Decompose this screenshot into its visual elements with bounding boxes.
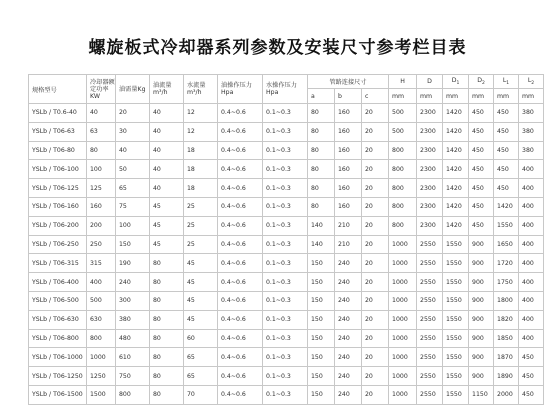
cell-oilflow: 80 [150,310,184,329]
cell-c: 20 [362,104,389,123]
cell-D: 2550 [417,367,443,386]
cell-waterp: 0.1~0.3 [263,179,308,198]
cell-b: 240 [335,273,362,292]
cell-b: 210 [335,235,362,254]
cell-oilflow: 80 [150,367,184,386]
cell-oilflow: 80 [150,273,184,292]
cell-waterflow: 18 [184,160,218,179]
cell-L2: 400 [519,216,544,235]
cell-model: YSLb / T0.6-40 [29,104,87,123]
cell-H: 1000 [389,348,417,367]
cell-c: 20 [362,179,389,198]
cell-a: 150 [308,329,335,348]
table-row [29,179,544,198]
cell-oil: 480 [116,329,150,348]
cell-b: 240 [335,367,362,386]
cell-D1: 1420 [443,197,469,216]
cell-oil: 100 [116,216,150,235]
cell-a: 80 [308,179,335,198]
cell-L1: 450 [494,141,519,160]
cell-L2: 380 [519,104,544,123]
table-body [29,104,544,405]
cell-power: 800 [87,329,116,348]
cell-waterp: 0.1~0.3 [263,367,308,386]
cell-a: 150 [308,254,335,273]
cell-waterflow: 70 [184,385,218,404]
cell-D2: 900 [469,329,494,348]
cell-D: 2550 [417,329,443,348]
table-row [29,310,544,329]
cell-oil: 65 [116,179,150,198]
header-model: 规格型号 [29,75,87,104]
cell-L1: 1550 [494,216,519,235]
cell-D: 2550 [417,291,443,310]
cell-oil: 800 [116,385,150,404]
cell-H: 800 [389,141,417,160]
cell-D1: 1420 [443,122,469,141]
cell-waterflow: 18 [184,141,218,160]
table-row [29,385,544,404]
table-row [29,141,544,160]
cell-H: 1000 [389,291,417,310]
cell-oilflow: 40 [150,160,184,179]
cell-D2: 1150 [469,385,494,404]
cell-c: 20 [362,329,389,348]
cell-model: YSLb / T06-160 [29,197,87,216]
cell-oil: 190 [116,254,150,273]
header-H: H [389,75,417,89]
cell-waterflow: 65 [184,348,218,367]
cell-oil: 610 [116,348,150,367]
cell-c: 20 [362,160,389,179]
cell-H: 1000 [389,235,417,254]
table-row [29,160,544,179]
cell-H: 1000 [389,273,417,292]
cell-waterp: 0.1~0.3 [263,160,308,179]
cell-oil: 20 [116,104,150,123]
cell-c: 20 [362,141,389,160]
cell-H: 800 [389,216,417,235]
cell-b: 160 [335,122,362,141]
cell-b: 160 [335,141,362,160]
cell-model: YSLb / T06-100 [29,160,87,179]
cell-a: 80 [308,197,335,216]
cell-D1: 1550 [443,235,469,254]
cell-L2: 380 [519,141,544,160]
cell-waterp: 0.1~0.3 [263,273,308,292]
cell-c: 20 [362,348,389,367]
cell-D2: 900 [469,273,494,292]
cell-power: 1500 [87,385,116,404]
cell-a: 150 [308,310,335,329]
cell-waterflow: 18 [184,179,218,198]
cell-waterflow: 25 [184,235,218,254]
cell-waterflow: 45 [184,310,218,329]
cell-waterp: 0.1~0.3 [263,348,308,367]
cell-D1: 1550 [443,385,469,404]
cell-L2: 400 [519,235,544,254]
header-oil-flow: 油流量m³/h [150,75,184,104]
cell-D1: 1550 [443,310,469,329]
cell-waterflow: 60 [184,329,218,348]
header-water-pressure: 水操作压力Hpa [263,75,308,104]
cell-L1: 1650 [494,235,519,254]
cell-a: 150 [308,273,335,292]
cell-waterflow: 65 [184,367,218,386]
table-row [29,291,544,310]
cell-D2: 450 [469,122,494,141]
cell-c: 20 [362,197,389,216]
cell-D: 2300 [417,216,443,235]
cell-c: 20 [362,254,389,273]
cell-waterp: 0.1~0.3 [263,235,308,254]
cell-D2: 450 [469,216,494,235]
unit-mm: mm [417,89,443,104]
table-row [29,122,544,141]
cell-D1: 1550 [443,291,469,310]
unit-mm: mm [389,89,417,104]
cell-oilflow: 40 [150,179,184,198]
cell-oilp: 0.4~0.6 [218,235,263,254]
cell-model: YSLb / T06-63 [29,122,87,141]
unit-mm: mm [469,89,494,104]
cell-D: 2550 [417,273,443,292]
table-row [29,254,544,273]
cell-c: 20 [362,291,389,310]
cell-oilp: 0.4~0.6 [218,141,263,160]
cell-oil: 50 [116,160,150,179]
cell-model: YSLb / T06-400 [29,273,87,292]
cell-L2: 450 [519,385,544,404]
cell-b: 240 [335,329,362,348]
table-row [29,104,544,123]
cell-a: 140 [308,216,335,235]
cell-waterflow: 25 [184,197,218,216]
cell-oilp: 0.4~0.6 [218,310,263,329]
cell-D2: 450 [469,197,494,216]
cell-power: 40 [87,104,116,123]
cell-b: 160 [335,160,362,179]
cell-L1: 1750 [494,273,519,292]
table-row [29,235,544,254]
cell-waterflow: 12 [184,122,218,141]
cell-D2: 450 [469,160,494,179]
cell-oilflow: 45 [150,235,184,254]
cell-oilp: 0.4~0.6 [218,273,263,292]
cell-D1: 1550 [443,273,469,292]
cell-a: 150 [308,385,335,404]
cell-waterflow: 45 [184,273,218,292]
cell-model: YSLb / T06-125 [29,179,87,198]
cell-c: 20 [362,310,389,329]
header-L2: $L_2$ [519,75,544,89]
cell-L2: 400 [519,179,544,198]
cell-oilflow: 80 [150,254,184,273]
cell-oilflow: 80 [150,348,184,367]
cell-waterp: 0.1~0.3 [263,310,308,329]
cell-c: 20 [362,216,389,235]
cell-H: 800 [389,179,417,198]
cell-D: 2300 [417,141,443,160]
cell-oil: 75 [116,197,150,216]
cell-oilflow: 45 [150,197,184,216]
cell-waterp: 0.1~0.3 [263,122,308,141]
cell-waterflow: 12 [184,104,218,123]
cell-D: 2550 [417,254,443,273]
cell-oil: 750 [116,367,150,386]
cell-H: 1000 [389,254,417,273]
cell-D1: 1420 [443,179,469,198]
cell-D2: 900 [469,254,494,273]
cell-b: 160 [335,197,362,216]
cell-H: 1000 [389,329,417,348]
cell-a: 80 [308,160,335,179]
header-D2: $D_2$ [469,75,494,89]
spec-table [28,74,544,405]
cell-L1: 450 [494,160,519,179]
cell-D2: 450 [469,141,494,160]
table-row [29,197,544,216]
cell-power: 400 [87,273,116,292]
cell-model: YSLb / T06-500 [29,291,87,310]
cell-power: 315 [87,254,116,273]
cell-oil: 40 [116,141,150,160]
cell-oilflow: 40 [150,104,184,123]
cell-D: 2550 [417,310,443,329]
cell-a: 80 [308,141,335,160]
cell-D1: 1550 [443,348,469,367]
cell-b: 240 [335,310,362,329]
cell-oilp: 0.4~0.6 [218,160,263,179]
cell-power: 200 [87,216,116,235]
cell-oilp: 0.4~0.6 [218,197,263,216]
cell-waterflow: 45 [184,291,218,310]
cell-L1: 1850 [494,329,519,348]
cell-oil: 150 [116,235,150,254]
cell-L2: 400 [519,291,544,310]
cell-waterp: 0.1~0.3 [263,141,308,160]
cell-oilp: 0.4~0.6 [218,216,263,235]
table-row [29,273,544,292]
cell-waterp: 0.1~0.3 [263,291,308,310]
cell-L2: 450 [519,367,544,386]
table-row [29,329,544,348]
header-water-flow: 水流量m³/h [184,75,218,104]
cell-oilp: 0.4~0.6 [218,122,263,141]
cell-b: 240 [335,348,362,367]
cell-oil: 240 [116,273,150,292]
cell-D2: 450 [469,104,494,123]
cell-power: 250 [87,235,116,254]
cell-b: 210 [335,216,362,235]
cell-L1: 2000 [494,385,519,404]
cell-D1: 1550 [443,329,469,348]
cell-b: 160 [335,104,362,123]
cell-a: 80 [308,122,335,141]
cell-power: 100 [87,160,116,179]
cell-D: 2300 [417,104,443,123]
cell-power: 500 [87,291,116,310]
table-row [29,216,544,235]
cell-model: YSLb / T06-630 [29,310,87,329]
cell-oil: 380 [116,310,150,329]
cell-H: 1000 [389,310,417,329]
cell-H: 800 [389,160,417,179]
page-title: 螺旋板式冷却器系列参数及安装尺寸参考栏目表 [88,38,467,58]
cell-c: 20 [362,122,389,141]
table-row [29,348,544,367]
cell-D2: 900 [469,310,494,329]
cell-waterp: 0.1~0.3 [263,385,308,404]
cell-a: 150 [308,367,335,386]
cell-oilp: 0.4~0.6 [218,104,263,123]
cell-model: YSLb / T06-1000 [29,348,87,367]
cell-model: YSLb / T06-250 [29,235,87,254]
cell-model: YSLb / T06-800 [29,329,87,348]
header-D1: $D_1$ [443,75,469,89]
cell-D: 2300 [417,179,443,198]
cell-H: 500 [389,122,417,141]
cell-D: 2550 [417,235,443,254]
cell-a: 80 [308,104,335,123]
cell-a: 150 [308,291,335,310]
cell-waterp: 0.1~0.3 [263,216,308,235]
cell-waterp: 0.1~0.3 [263,329,308,348]
cell-H: 1000 [389,385,417,404]
cell-waterp: 0.1~0.3 [263,254,308,273]
unit-mm: mm [443,89,469,104]
cell-oilp: 0.4~0.6 [218,291,263,310]
cell-D2: 900 [469,291,494,310]
cell-oilflow: 40 [150,141,184,160]
cell-c: 20 [362,367,389,386]
cell-b: 160 [335,179,362,198]
cell-model: YSLb / T06-80 [29,141,87,160]
header-D: D [417,75,443,89]
cell-model: YSLb / T06-200 [29,216,87,235]
cell-H: 800 [389,197,417,216]
cell-model: YSLb / T06-315 [29,254,87,273]
cell-b: 240 [335,385,362,404]
cell-oilflow: 80 [150,385,184,404]
cell-D2: 900 [469,367,494,386]
cell-L2: 380 [519,122,544,141]
cell-a: 150 [308,348,335,367]
cell-oil: 30 [116,122,150,141]
cell-D1: 1550 [443,254,469,273]
cell-H: 500 [389,104,417,123]
cell-c: 20 [362,273,389,292]
header-oil-amount: 油需量Kg [116,75,150,104]
cell-oilp: 0.4~0.6 [218,367,263,386]
cell-D: 2300 [417,197,443,216]
cell-oilflow: 45 [150,216,184,235]
cell-power: 1250 [87,367,116,386]
cell-L1: 1870 [494,348,519,367]
cell-power: 160 [87,197,116,216]
cell-L2: 450 [519,348,544,367]
cell-waterp: 0.1~0.3 [263,197,308,216]
cell-L2: 400 [519,329,544,348]
header-power: 冷却器额定功率KW [87,75,116,104]
cell-D: 2300 [417,160,443,179]
table-row [29,367,544,386]
cell-power: 125 [87,179,116,198]
header-oil-pressure: 油操作压力Hpa [218,75,263,104]
cell-L2: 400 [519,160,544,179]
cell-L1: 1820 [494,310,519,329]
cell-D1: 1420 [443,104,469,123]
cell-oilflow: 80 [150,291,184,310]
cell-c: 20 [362,385,389,404]
cell-waterp: 0.1~0.3 [263,104,308,123]
cell-oilp: 0.4~0.6 [218,254,263,273]
cell-b: 240 [335,254,362,273]
unit-mm: mm [519,89,544,104]
header-L1: $L_1$ [494,75,519,89]
cell-D2: 900 [469,235,494,254]
unit-mm: mm [494,89,519,104]
cell-power: 630 [87,310,116,329]
cell-L1: 450 [494,122,519,141]
cell-power: 63 [87,122,116,141]
cell-oil: 300 [116,291,150,310]
cell-oilp: 0.4~0.6 [218,179,263,198]
cell-D: 2300 [417,122,443,141]
cell-D1: 1420 [443,160,469,179]
cell-D2: 900 [469,348,494,367]
header-pipe-b: b [335,89,362,104]
cell-L2: 400 [519,310,544,329]
cell-L1: 1420 [494,197,519,216]
cell-D: 2550 [417,385,443,404]
cell-L1: 450 [494,179,519,198]
cell-oilflow: 80 [150,329,184,348]
cell-waterflow: 45 [184,254,218,273]
cell-L1: 450 [494,104,519,123]
header-pipe-a: a [308,89,335,104]
cell-L2: 400 [519,254,544,273]
header-pipe-group: 管路连接尺寸 [308,75,389,89]
cell-D2: 450 [469,179,494,198]
cell-a: 140 [308,235,335,254]
cell-D1: 1420 [443,216,469,235]
cell-power: 80 [87,141,116,160]
cell-model: YSLb / T06-1500 [29,385,87,404]
cell-c: 20 [362,235,389,254]
cell-L1: 1720 [494,254,519,273]
cell-oilp: 0.4~0.6 [218,385,263,404]
cell-oilflow: 40 [150,122,184,141]
cell-oilp: 0.4~0.6 [218,329,263,348]
cell-D1: 1420 [443,141,469,160]
cell-model: YSLb / T06-1250 [29,367,87,386]
cell-L2: 400 [519,197,544,216]
cell-power: 1000 [87,348,116,367]
cell-b: 240 [335,291,362,310]
cell-H: 1000 [389,367,417,386]
cell-L1: 1800 [494,291,519,310]
cell-L1: 1890 [494,367,519,386]
cell-oilp: 0.4~0.6 [218,348,263,367]
cell-L2: 400 [519,273,544,292]
header-pipe-c: c [362,89,389,104]
cell-D1: 1550 [443,367,469,386]
cell-D: 2550 [417,348,443,367]
cell-waterflow: 25 [184,216,218,235]
